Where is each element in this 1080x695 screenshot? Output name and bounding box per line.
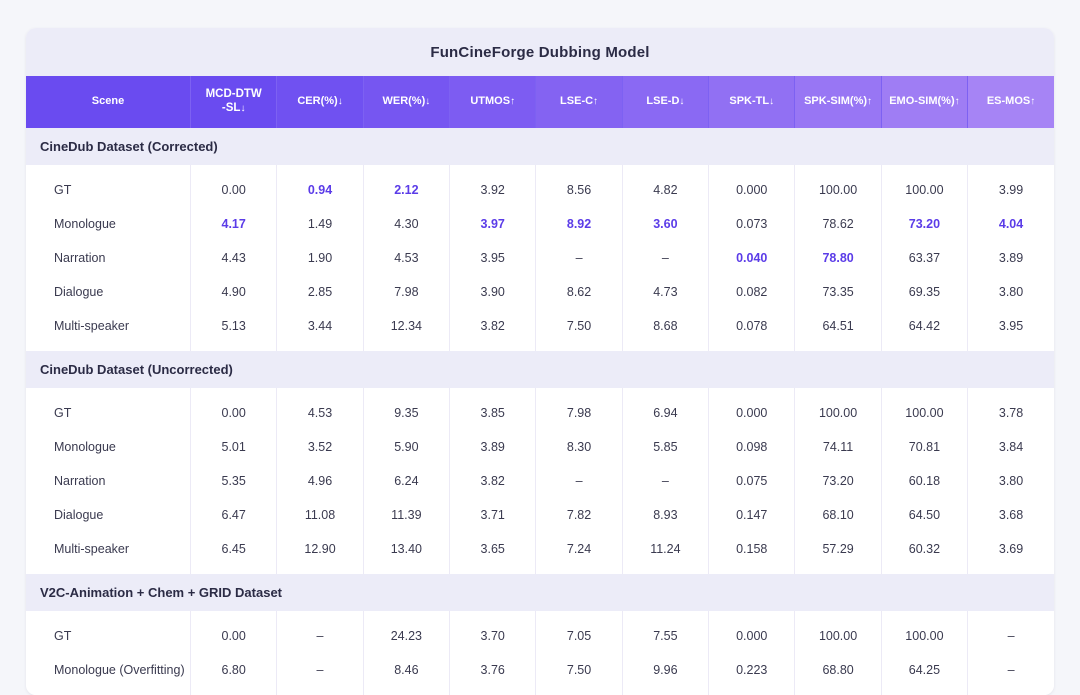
table-cell: 3.76 <box>450 653 536 687</box>
table-cell: 60.32 <box>881 532 967 566</box>
table-cell: 8.56 <box>536 173 622 207</box>
table-cell: 3.90 <box>450 275 536 309</box>
results-table-card <box>26 28 1054 695</box>
table-cell: 68.80 <box>795 653 881 687</box>
spacer-cell <box>968 388 1054 396</box>
row-scene-label: Monologue <box>26 430 191 464</box>
spacer-cell <box>26 165 191 173</box>
table-cell: 100.00 <box>881 619 967 653</box>
table-cell: – <box>968 619 1054 653</box>
table-cell: 3.65 <box>450 532 536 566</box>
spacer-cell <box>968 165 1054 173</box>
spacer-cell <box>277 343 363 351</box>
spacer-cell <box>968 687 1054 695</box>
table-cell: 3.85 <box>450 396 536 430</box>
table-cell: 3.97 <box>450 207 536 241</box>
table-row <box>26 241 1054 275</box>
spacer-cell <box>450 611 536 619</box>
table-cell: 6.45 <box>191 532 277 566</box>
spacer-cell <box>26 687 191 695</box>
table-cell: 6.80 <box>191 653 277 687</box>
column-header-lse-d-label: LSE-D <box>646 94 680 107</box>
table-row <box>26 173 1054 207</box>
table-body <box>26 128 1054 695</box>
spacer-cell <box>881 165 967 173</box>
spacer-cell <box>709 165 795 173</box>
table-cell: 9.96 <box>622 653 708 687</box>
table-cell: 3.44 <box>277 309 363 343</box>
spacer-cell <box>622 165 708 173</box>
table-header <box>26 76 1054 128</box>
table-cell: 6.47 <box>191 498 277 532</box>
table-row <box>26 430 1054 464</box>
column-header-wer-arrow: ↓ <box>425 95 431 107</box>
spacer-cell <box>536 687 622 695</box>
table-cell: 12.90 <box>277 532 363 566</box>
spacer-cell <box>363 165 449 173</box>
table-cell: 24.23 <box>363 619 449 653</box>
spacer-cell <box>968 611 1054 619</box>
table-cell: 7.55 <box>622 619 708 653</box>
table-cell: 8.92 <box>536 207 622 241</box>
row-scene-label: Multi-speaker <box>26 309 191 343</box>
table-cell: 9.35 <box>363 396 449 430</box>
spacer-cell <box>881 611 967 619</box>
table-cell: 63.37 <box>881 241 967 275</box>
table-cell: 0.073 <box>709 207 795 241</box>
spacer-cell <box>795 566 881 574</box>
spacer-cell <box>363 687 449 695</box>
table-cell: 3.71 <box>450 498 536 532</box>
column-header-spk-sim-label: SPK-SIM(%) <box>804 94 868 107</box>
table-cell: 68.10 <box>795 498 881 532</box>
column-header-spk-tl[interactable] <box>709 76 795 128</box>
spacer-cell <box>450 687 536 695</box>
column-header-lse-c-arrow: ↑ <box>593 95 599 107</box>
column-header-spk-tl-label: SPK-TL <box>729 94 770 107</box>
table-cell: 5.85 <box>622 430 708 464</box>
spacer-cell <box>450 165 536 173</box>
table-cell: 4.30 <box>363 207 449 241</box>
table-cell: 64.50 <box>881 498 967 532</box>
table-cell: 5.01 <box>191 430 277 464</box>
spacer-cell <box>363 388 449 396</box>
column-header-wer[interactable] <box>363 76 449 128</box>
spacer-cell <box>191 687 277 695</box>
table-cell: 73.35 <box>795 275 881 309</box>
column-header-es-mos-arrow: ↑ <box>1030 95 1036 107</box>
spacer-cell <box>191 165 277 173</box>
column-header-cer[interactable] <box>277 76 363 128</box>
table-cell: 13.40 <box>363 532 449 566</box>
table-cell: 3.68 <box>968 498 1054 532</box>
table-cell: 0.000 <box>709 619 795 653</box>
table-cell: 3.70 <box>450 619 536 653</box>
group-spacer-row <box>26 343 1054 351</box>
table-cell: 7.98 <box>536 396 622 430</box>
table-cell: 2.85 <box>277 275 363 309</box>
table-row <box>26 619 1054 653</box>
spacer-cell <box>536 343 622 351</box>
table-cell: 5.13 <box>191 309 277 343</box>
table-cell: 6.24 <box>363 464 449 498</box>
table-cell: 60.18 <box>881 464 967 498</box>
table-row <box>26 653 1054 687</box>
table-cell: 4.82 <box>622 173 708 207</box>
table-cell: 73.20 <box>881 207 967 241</box>
spacer-cell <box>450 388 536 396</box>
spacer-cell <box>622 343 708 351</box>
table-cell: 3.60 <box>622 207 708 241</box>
spacer-cell <box>191 388 277 396</box>
spacer-cell <box>881 687 967 695</box>
table-cell: 4.17 <box>191 207 277 241</box>
table-cell: – <box>968 653 1054 687</box>
column-header-lse-d-arrow: ↓ <box>679 95 685 107</box>
table-cell: 0.158 <box>709 532 795 566</box>
spacer-cell <box>277 165 363 173</box>
spacer-cell <box>622 566 708 574</box>
spacer-cell <box>536 388 622 396</box>
table-cell: 5.90 <box>363 430 449 464</box>
column-header-wer-label: WER(%) <box>382 94 426 107</box>
spacer-cell <box>795 611 881 619</box>
spacer-cell <box>709 687 795 695</box>
column-header-lse-d[interactable] <box>622 76 708 128</box>
spacer-cell <box>277 611 363 619</box>
table-cell: 3.89 <box>968 241 1054 275</box>
table-cell: 0.040 <box>709 241 795 275</box>
spacer-cell <box>881 566 967 574</box>
table-cell: 0.000 <box>709 173 795 207</box>
table-cell: 0.075 <box>709 464 795 498</box>
spacer-cell <box>26 343 191 351</box>
spacer-cell <box>191 343 277 351</box>
group-header-row <box>26 574 1054 611</box>
column-header-lse-c[interactable] <box>536 76 622 128</box>
table-cell: 2.12 <box>363 173 449 207</box>
column-header-utmos-arrow: ↑ <box>510 95 516 107</box>
spacer-cell <box>968 343 1054 351</box>
table-cell: 100.00 <box>795 173 881 207</box>
table-cell: 7.98 <box>363 275 449 309</box>
column-header-mcd-dtw-sl[interactable]: MCD-DTW -SL↓ <box>191 76 277 128</box>
table-cell: 6.94 <box>622 396 708 430</box>
group-header-row <box>26 351 1054 388</box>
table-cell: – <box>277 653 363 687</box>
table-cell: 4.04 <box>968 207 1054 241</box>
table-cell: 3.78 <box>968 396 1054 430</box>
table-cell: 0.94 <box>277 173 363 207</box>
row-scene-label: Dialogue <box>26 275 191 309</box>
spacer-cell <box>450 343 536 351</box>
table-cell: – <box>622 464 708 498</box>
spacer-cell <box>450 566 536 574</box>
spacer-cell <box>363 566 449 574</box>
table-cell: 8.93 <box>622 498 708 532</box>
table-cell: 57.29 <box>795 532 881 566</box>
table-cell: 78.80 <box>795 241 881 275</box>
table-cell: 0.00 <box>191 396 277 430</box>
spacer-cell <box>277 566 363 574</box>
row-scene-label: Multi-speaker <box>26 532 191 566</box>
spacer-cell <box>26 388 191 396</box>
column-header-scene[interactable] <box>26 76 191 128</box>
table-cell: 8.46 <box>363 653 449 687</box>
table-cell: 64.51 <box>795 309 881 343</box>
row-scene-label: GT <box>26 396 191 430</box>
spacer-cell <box>191 611 277 619</box>
table-cell: 0.082 <box>709 275 795 309</box>
table-cell: 100.00 <box>795 396 881 430</box>
table-cell: 11.08 <box>277 498 363 532</box>
table-row <box>26 275 1054 309</box>
table-cell: 78.62 <box>795 207 881 241</box>
column-header-mcd-dtw-sl-arrow: ↓ <box>240 102 246 114</box>
spacer-cell <box>536 165 622 173</box>
table-cell: 0.098 <box>709 430 795 464</box>
group-spacer-row <box>26 611 1054 619</box>
table-cell: 0.223 <box>709 653 795 687</box>
table-cell: 3.82 <box>450 464 536 498</box>
spacer-cell <box>622 687 708 695</box>
table-cell: 1.49 <box>277 207 363 241</box>
spacer-cell <box>363 343 449 351</box>
column-header-es-mos-label: ES-MOS <box>986 94 1031 107</box>
spacer-cell <box>622 388 708 396</box>
spacer-cell <box>536 566 622 574</box>
table-cell: 3.80 <box>968 275 1054 309</box>
spacer-cell <box>26 566 191 574</box>
spacer-cell <box>795 165 881 173</box>
table-cell: 69.35 <box>881 275 967 309</box>
spacer-cell <box>277 388 363 396</box>
table-cell: 4.90 <box>191 275 277 309</box>
table-cell: 12.34 <box>363 309 449 343</box>
row-scene-label: Narration <box>26 464 191 498</box>
table-cell: 0.00 <box>191 173 277 207</box>
spacer-cell <box>881 388 967 396</box>
table-row <box>26 396 1054 430</box>
column-header-cer-label: CER(%) <box>297 94 338 107</box>
row-scene-label: Monologue (Overfitting) <box>26 653 191 687</box>
table-cell: 4.96 <box>277 464 363 498</box>
table-cell: 11.24 <box>622 532 708 566</box>
table-cell: 7.82 <box>536 498 622 532</box>
header-row <box>26 76 1054 128</box>
table-cell: 1.90 <box>277 241 363 275</box>
spacer-cell <box>622 611 708 619</box>
spacer-cell <box>709 611 795 619</box>
table-cell: 3.84 <box>968 430 1054 464</box>
table-cell: 100.00 <box>881 173 967 207</box>
table-cell: 0.147 <box>709 498 795 532</box>
spacer-cell <box>709 343 795 351</box>
table-cell: – <box>536 464 622 498</box>
table-row <box>26 532 1054 566</box>
page-title: FunCineForge Dubbing Model <box>26 28 1054 76</box>
spacer-cell <box>363 611 449 619</box>
table-cell: 64.42 <box>881 309 967 343</box>
table-cell: 3.95 <box>450 241 536 275</box>
column-header-scene-label: Scene <box>91 94 125 107</box>
column-header-emo-sim[interactable] <box>881 76 967 128</box>
group-spacer-row <box>26 687 1054 695</box>
table-cell: 100.00 <box>881 396 967 430</box>
table-cell: 3.52 <box>277 430 363 464</box>
group-spacer-row <box>26 165 1054 173</box>
group-header-label: CineDub Dataset (Uncorrected) <box>26 351 1054 388</box>
spacer-cell <box>536 611 622 619</box>
spacer-cell <box>191 566 277 574</box>
table-cell: 3.69 <box>968 532 1054 566</box>
spacer-cell <box>968 566 1054 574</box>
spacer-cell <box>26 611 191 619</box>
spacer-cell <box>709 566 795 574</box>
table-cell: 3.89 <box>450 430 536 464</box>
spacer-cell <box>795 687 881 695</box>
row-scene-label: Narration <box>26 241 191 275</box>
table-cell: 11.39 <box>363 498 449 532</box>
table-cell: 3.92 <box>450 173 536 207</box>
group-header-row <box>26 128 1054 165</box>
table-cell: 3.80 <box>968 464 1054 498</box>
group-spacer-row <box>26 566 1054 574</box>
column-header-spk-tl-arrow: ↓ <box>769 95 775 107</box>
row-scene-label: Dialogue <box>26 498 191 532</box>
table-cell: 4.43 <box>191 241 277 275</box>
table-cell: – <box>622 241 708 275</box>
row-scene-label: GT <box>26 619 191 653</box>
column-header-emo-sim-arrow: ↑ <box>954 95 960 107</box>
table-cell: 73.20 <box>795 464 881 498</box>
table-cell: 74.11 <box>795 430 881 464</box>
table-cell: 4.53 <box>363 241 449 275</box>
row-scene-label: Monologue <box>26 207 191 241</box>
column-header-emo-sim-label: EMO-SIM(%) <box>889 94 955 107</box>
column-header-utmos-label: UTMOS <box>470 94 511 107</box>
table-cell: 7.50 <box>536 309 622 343</box>
column-header-spk-sim-arrow: ↑ <box>867 95 873 107</box>
group-spacer-row <box>26 388 1054 396</box>
table-cell: 64.25 <box>881 653 967 687</box>
spacer-cell <box>881 343 967 351</box>
table-cell: 8.30 <box>536 430 622 464</box>
spacer-cell <box>795 388 881 396</box>
column-header-lse-c-label: LSE-C <box>560 94 594 107</box>
table-row <box>26 498 1054 532</box>
table-cell: 3.82 <box>450 309 536 343</box>
table-cell: – <box>277 619 363 653</box>
table-cell: 3.99 <box>968 173 1054 207</box>
spacer-cell <box>709 388 795 396</box>
column-header-es-mos[interactable] <box>968 76 1054 128</box>
spacer-cell <box>277 687 363 695</box>
table-cell: – <box>536 241 622 275</box>
column-header-cer-arrow: ↓ <box>337 95 343 107</box>
column-header-utmos[interactable] <box>450 76 536 128</box>
table-cell: 5.35 <box>191 464 277 498</box>
table-cell: 0.00 <box>191 619 277 653</box>
table-cell: 0.078 <box>709 309 795 343</box>
column-header-spk-sim[interactable] <box>795 76 881 128</box>
spacer-cell <box>795 343 881 351</box>
table-cell: 100.00 <box>795 619 881 653</box>
table-cell: 70.81 <box>881 430 967 464</box>
table-cell: 3.95 <box>968 309 1054 343</box>
table-cell: 7.24 <box>536 532 622 566</box>
results-table <box>26 76 1054 695</box>
table-cell: 0.000 <box>709 396 795 430</box>
table-cell: 4.53 <box>277 396 363 430</box>
group-header-label: V2C-Animation + Chem + GRID Dataset <box>26 574 1054 611</box>
table-cell: 8.68 <box>622 309 708 343</box>
table-row <box>26 207 1054 241</box>
table-row <box>26 309 1054 343</box>
group-header-label: CineDub Dataset (Corrected) <box>26 128 1054 165</box>
table-cell: 7.05 <box>536 619 622 653</box>
table-cell: 4.73 <box>622 275 708 309</box>
table-row <box>26 464 1054 498</box>
table-cell: 8.62 <box>536 275 622 309</box>
table-cell: 7.50 <box>536 653 622 687</box>
row-scene-label: GT <box>26 173 191 207</box>
